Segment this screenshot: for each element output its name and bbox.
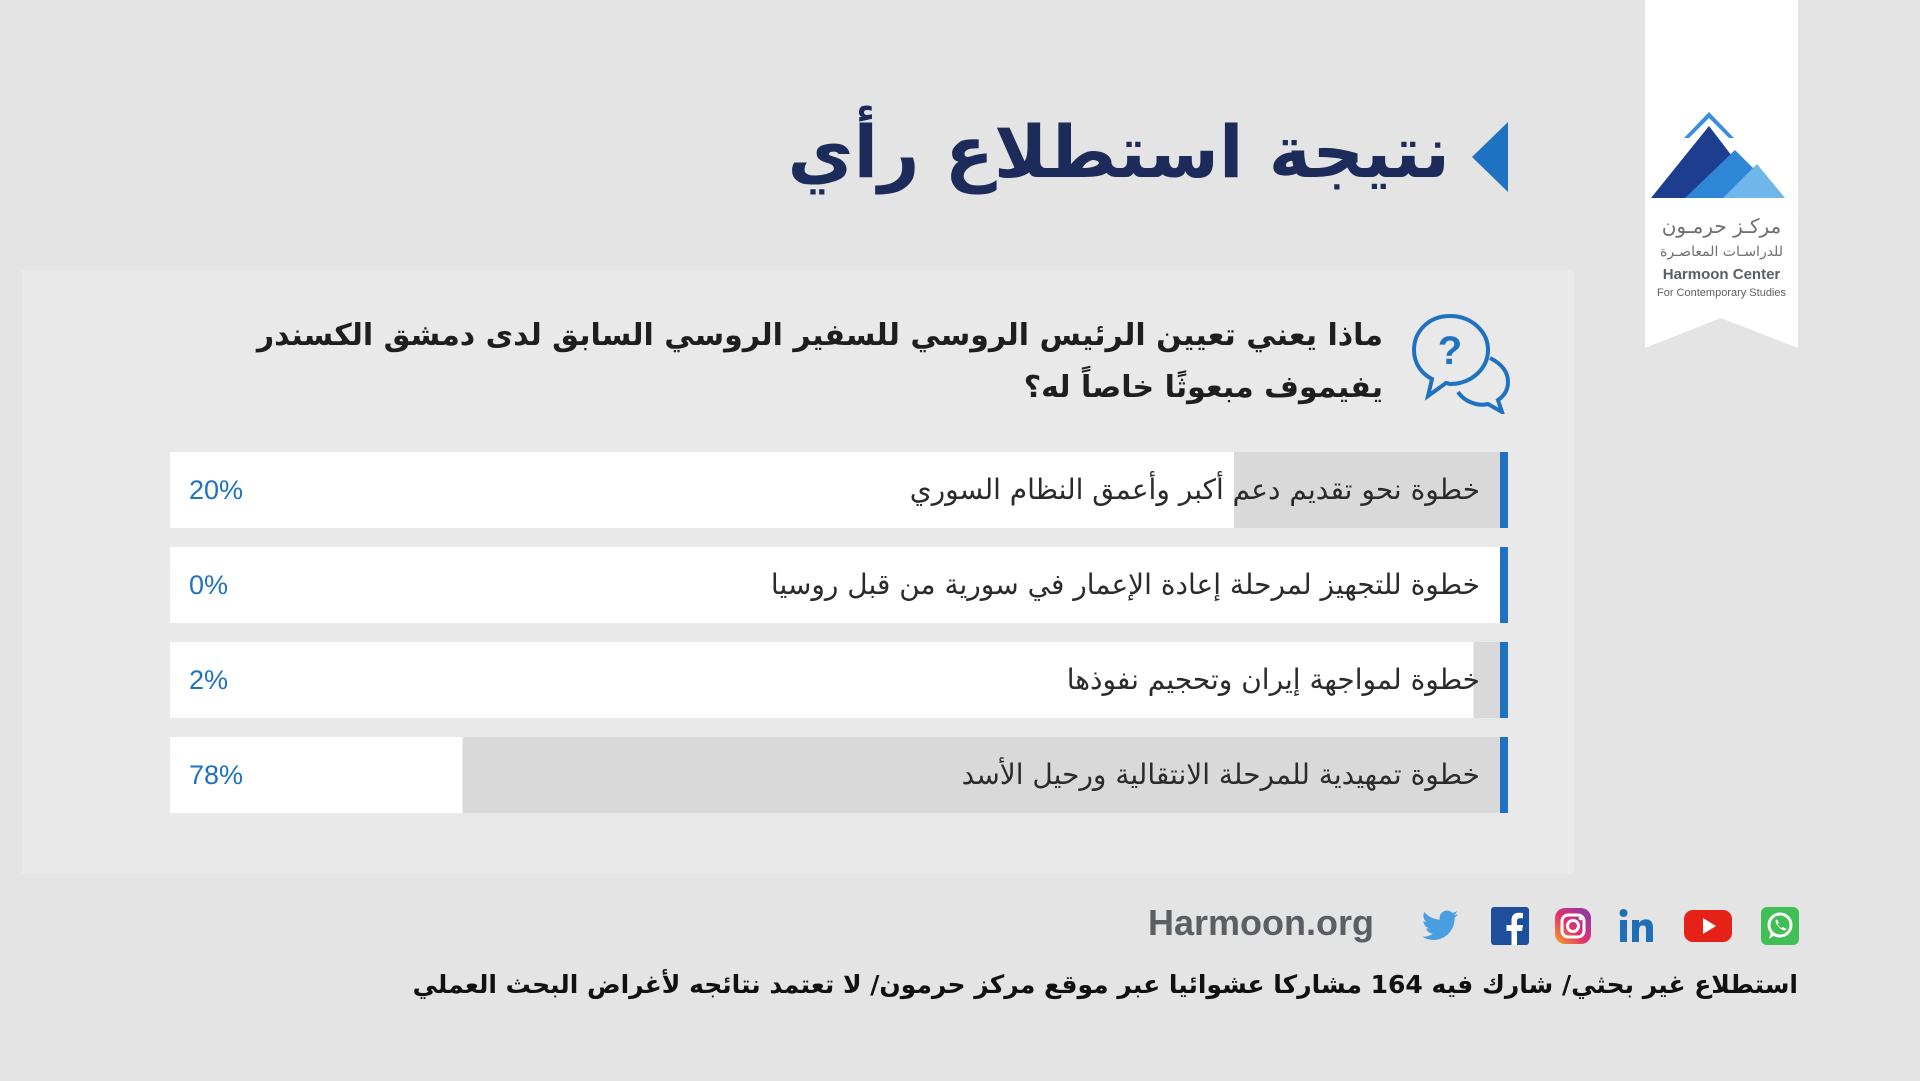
website-link[interactable]: Harmoon.org — [1148, 902, 1375, 943]
whatsapp-icon[interactable] — [1760, 906, 1800, 946]
bar-label: خطوة للتجهيز لمرحلة إعادة الإعمار في سورية من قبل روسيا — [770, 568, 1480, 601]
bar-value-label: 78% — [189, 760, 244, 790]
linkedin-icon[interactable] — [1617, 906, 1657, 946]
youtube-icon[interactable] — [1683, 906, 1733, 946]
bar-label: خطوة لمواجهة إيران وتحجيم نفوذها — [1066, 663, 1480, 696]
bar-accent — [1500, 642, 1508, 718]
logo-subtitle-ar: للدراسـات المعاصـرة — [1660, 244, 1783, 260]
logo-name-ar: مركـز حرمـون — [1661, 214, 1782, 238]
bar-accent — [1500, 547, 1508, 623]
page-title: نتيجة استطلاع رأي — [787, 110, 1450, 194]
bar-value-label: 0% — [189, 570, 229, 600]
logo-name-en: Harmoon Center — [1662, 266, 1781, 283]
poll-question: ماذا يعني تعيين الرئيس الروسي للسفير الروسي السابق لدى دمشق الكسندر يفيموف مبعوثًا خاصاً له؟ — [256, 318, 1383, 405]
twitter-icon[interactable] — [1420, 906, 1460, 946]
instagram-icon[interactable] — [1553, 906, 1593, 946]
logo-subtitle-en: For Contemporary Studies — [1657, 287, 1786, 299]
bar-value-label: 2% — [189, 665, 229, 695]
facebook-icon[interactable] — [1490, 906, 1530, 946]
bar-label: خطوة تمهيدية للمرحلة الانتقالية ورحيل الأسد — [961, 758, 1480, 791]
bar-accent — [1500, 737, 1508, 813]
bar-value-label: 20% — [189, 475, 244, 505]
footer-note: استطلاع غير بحثي/ شارك فيه 164 مشاركا عشوائيا عبر موقع مركز حرمون/ لا تعتمد نتائجه لأغراض البحث العملي — [412, 970, 1798, 999]
bar-accent — [1500, 452, 1508, 528]
svg-text:?: ? — [1437, 329, 1463, 373]
bar-label: خطوة نحو تقديم دعم أكبر وأعمق النظام السوري — [909, 473, 1480, 506]
